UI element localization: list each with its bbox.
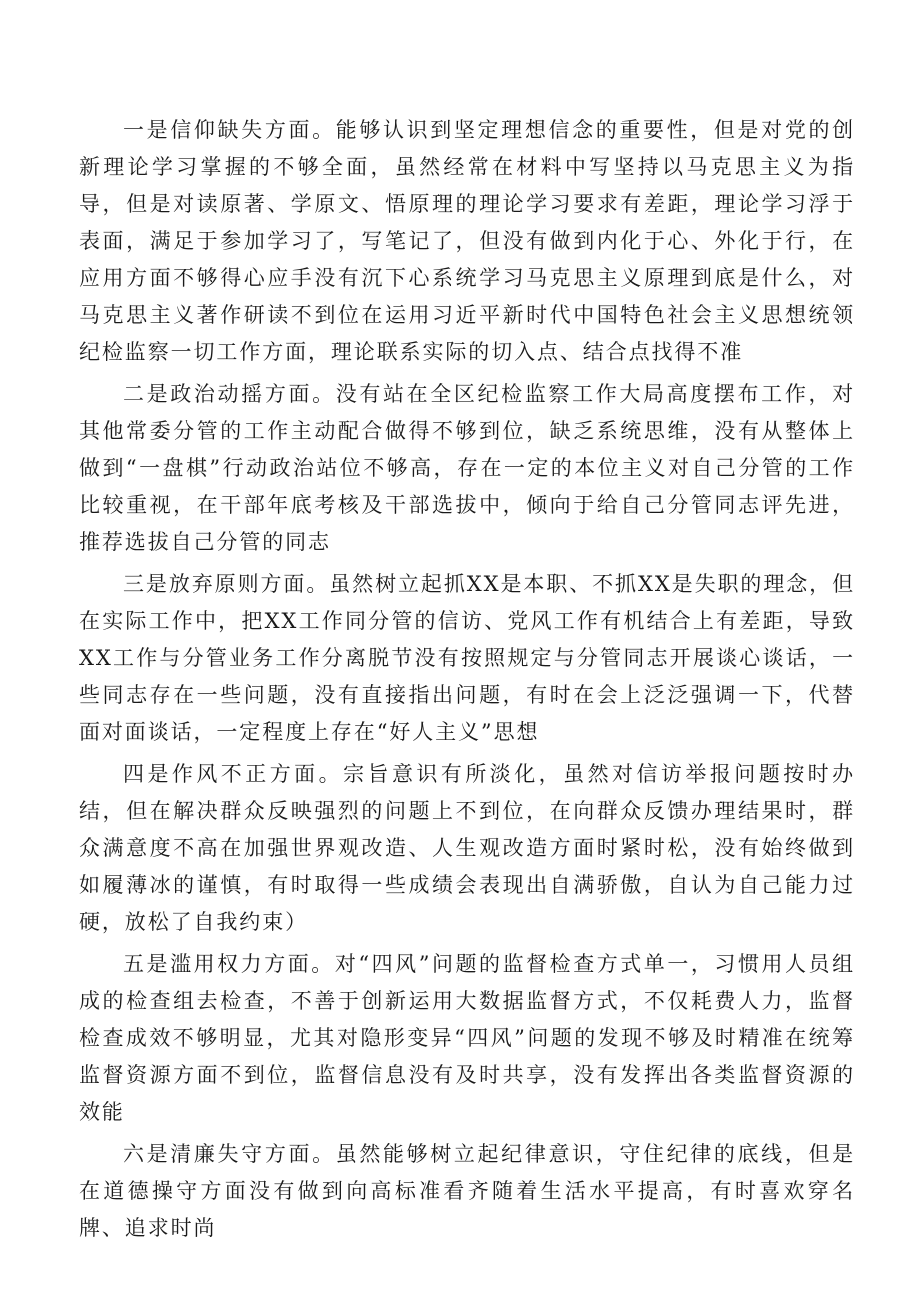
paragraph-politics: 二是政治动摇方面。没有站在全区纪检监察工作大局高度摆布工作，对其他常委分管的工作主动配合做得不够到位，缺乏系统思维，没有从整体上做到“一盘棋”行动政治站位不够高，存在一定的本位主义对自己分管的工作比较重视，在干部年底考核及干部选拔中，倾向于给自己分管同志评先进，推荐选拔自己分管的同志	[79, 382, 855, 554]
paragraph-integrity: 六是清廉失守方面。虽然能够树立起纪律意识，守住纪律的底线，但是在道德操守方面没有做到向高标准看齐随着生活水平提高，有时喜欢穿名牌、追求时尚	[79, 1142, 855, 1240]
paragraph-faith: 一是信仰缺失方面。能够认识到坚定理想信念的重要性，但是对党的创新理论学习掌握的不够全面，虽然经常在材料中写坚持以马克思主义为指导，但是对读原著、学原文、悟原理的理论学习要求有差距，理论学习浮于表面，满足于参加学习了，写笔记了，但没有做到内化于心、外化于行，在应用方面不够得心应手没有沉下心系统学习马克思主义原理到底是什么，对马克思主义著作研读不到位在运用习近平新时代中国特色社会主义思想统领纪检监察一切工作方面，理论联系实际的切入点、结合点找得不准	[79, 118, 855, 364]
document-body	[79, 112, 855, 1252]
paragraph-power-abuse: 五是滥用权力方面。对“四风”问题的监督检查方式单一，习惯用人员组成的检查组去检查，不善于创新运用大数据监督方式，不仅耗费人力，监督检查成效不够明显，尤其对隐形变异“四风”问题的发现不够及时精准在统筹监督资源方面不到位，监督信息没有及时共享，没有发挥出各类监督资源的效能	[79, 952, 855, 1124]
paragraph-work-style: 四是作风不正方面。宗旨意识有所淡化，虽然对信访举报问题按时办结，但在解决群众反映强烈的问题上不到位，在向群众反馈办理结果时，群众满意度不高在加强世界观改造、人生观改造方面时紧时松，没有始终做到如履薄冰的谨慎，有时取得一些成绩会表现出自满骄傲，自认为自己能力过硬，放松了自我约束）	[79, 762, 855, 934]
paragraph-principles: 三是放弃原则方面。虽然树立起抓XX是本职、不抓XX是失职的理念，但在实际工作中，把XX工作同分管的信访、党风工作有机结合上有差距，导致XX工作与分管业务工作分离脱节没有按照规定与分管同志开展谈心谈话，一些同志存在一些问题，没有直接指出问题，有时在会上泛泛强调一下，代替面对面谈话，一定程度上存在“好人主义”思想	[79, 572, 855, 744]
